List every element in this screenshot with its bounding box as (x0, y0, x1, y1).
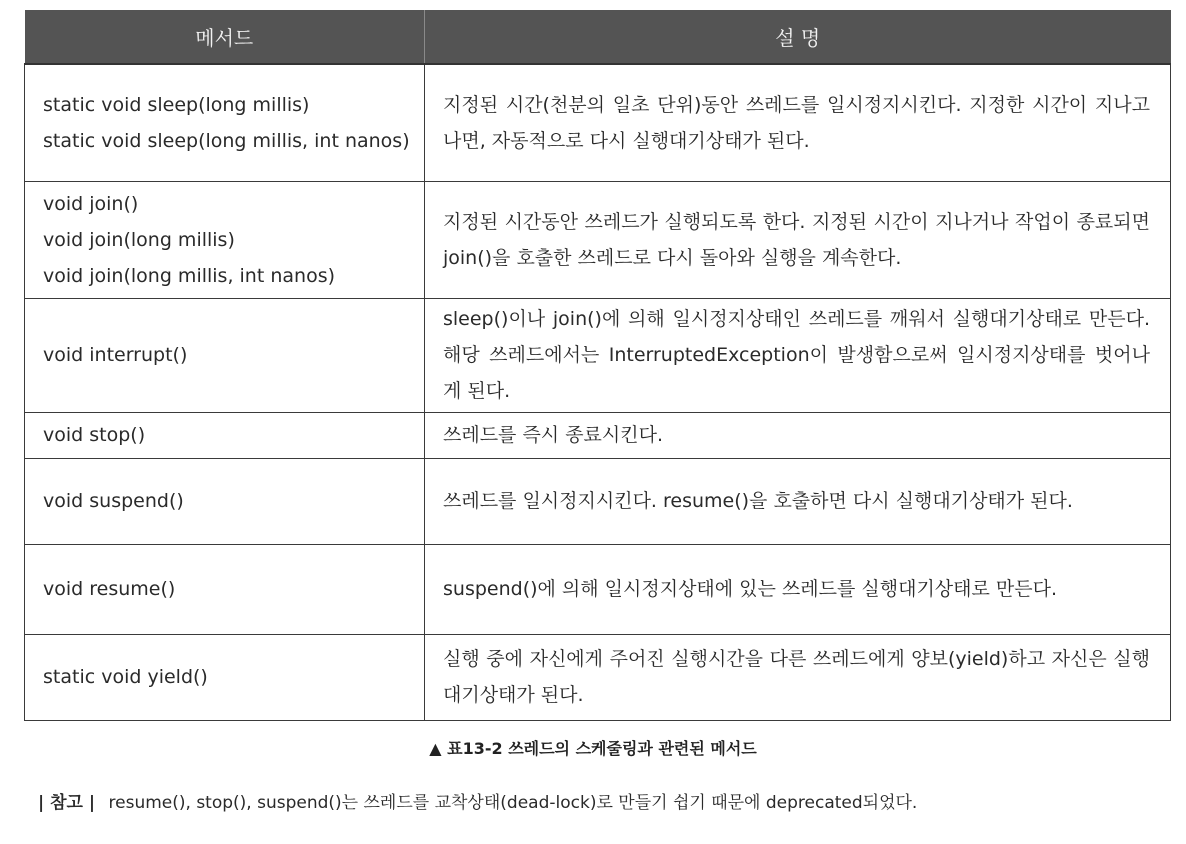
header-method: 메서드 (25, 10, 425, 64)
method-signature: void join(long millis, int nanos) (43, 264, 336, 287)
reference-note (38, 788, 917, 813)
table-row (25, 634, 1171, 720)
table-row (25, 298, 1171, 412)
method-signature-cell (25, 458, 425, 544)
method-signature-cell (25, 64, 425, 181)
method-signature-cell (25, 412, 425, 458)
table-row (25, 412, 1171, 458)
method-description: sleep()이나 join()에 의해 일시정지상태인 쓰레드를 깨워서 실행대기상태로 만든다. 해당 쓰레드에서는 InterruptedException이 발생함으로써 일시정지상태를 벗어나게 된다. (425, 298, 1171, 412)
method-table-container (24, 10, 1170, 721)
method-description: 쓰레드를 즉시 종료시킨다. (425, 412, 1171, 458)
method-description: suspend()에 의해 일시정지상태에 있는 쓰레드를 실행대기상태로 만든다. (425, 544, 1171, 634)
table-row (25, 64, 1171, 181)
method-description: 실행 중에 자신에게 주어진 실행시간을 다른 쓰레드에게 양보(yield)하고 자신은 실행대기상태가 된다. (425, 634, 1171, 720)
method-signature-cell (25, 544, 425, 634)
method-description: 지정된 시간(천분의 일초 단위)동안 쓰레드를 일시정지시킨다. 지정한 시간이 지나고 나면, 자동적으로 다시 실행대기상태가 된다. (425, 64, 1171, 181)
method-signature: void suspend() (43, 490, 184, 512)
table-header-row (25, 10, 1171, 64)
method-description: 쓰레드를 일시정지시킨다. resume()을 호출하면 다시 실행대기상태가 된다. (425, 458, 1171, 544)
method-signature-cell (25, 181, 425, 298)
thread-method-table (24, 10, 1171, 721)
method-signature: void join() (43, 192, 139, 215)
method-signature: void interrupt() (43, 344, 188, 366)
method-description: 지정된 시간동안 쓰레드가 실행되도록 한다. 지정된 시간이 지나거나 작업이 종료되면 join()을 호출한 쓰레드로 다시 돌아와 실행을 계속한다. (425, 181, 1171, 298)
note-text: resume(), stop(), suspend()는 쓰레드를 교착상태(dead-lock)로 만들기 쉽기 때문에 deprecated되었다. (108, 793, 918, 813)
table-row (25, 458, 1171, 544)
method-signature-cell (25, 298, 425, 412)
method-signature: void resume() (43, 578, 176, 600)
table-caption: ▲ 표13-2 쓰레드의 스케줄링과 관련된 메서드 (429, 739, 757, 758)
table-row (25, 181, 1171, 298)
method-signature: static void sleep(long millis, int nanos) (43, 129, 410, 152)
method-signature-cell (25, 634, 425, 720)
note-label: | 참고 | (38, 793, 96, 813)
method-signature: static void yield() (43, 666, 208, 688)
header-description: 설 명 (425, 10, 1171, 64)
table-row (25, 544, 1171, 634)
method-signature: void stop() (43, 424, 146, 446)
method-signature: void join(long millis) (43, 228, 235, 251)
method-signature: static void sleep(long millis) (43, 93, 310, 116)
